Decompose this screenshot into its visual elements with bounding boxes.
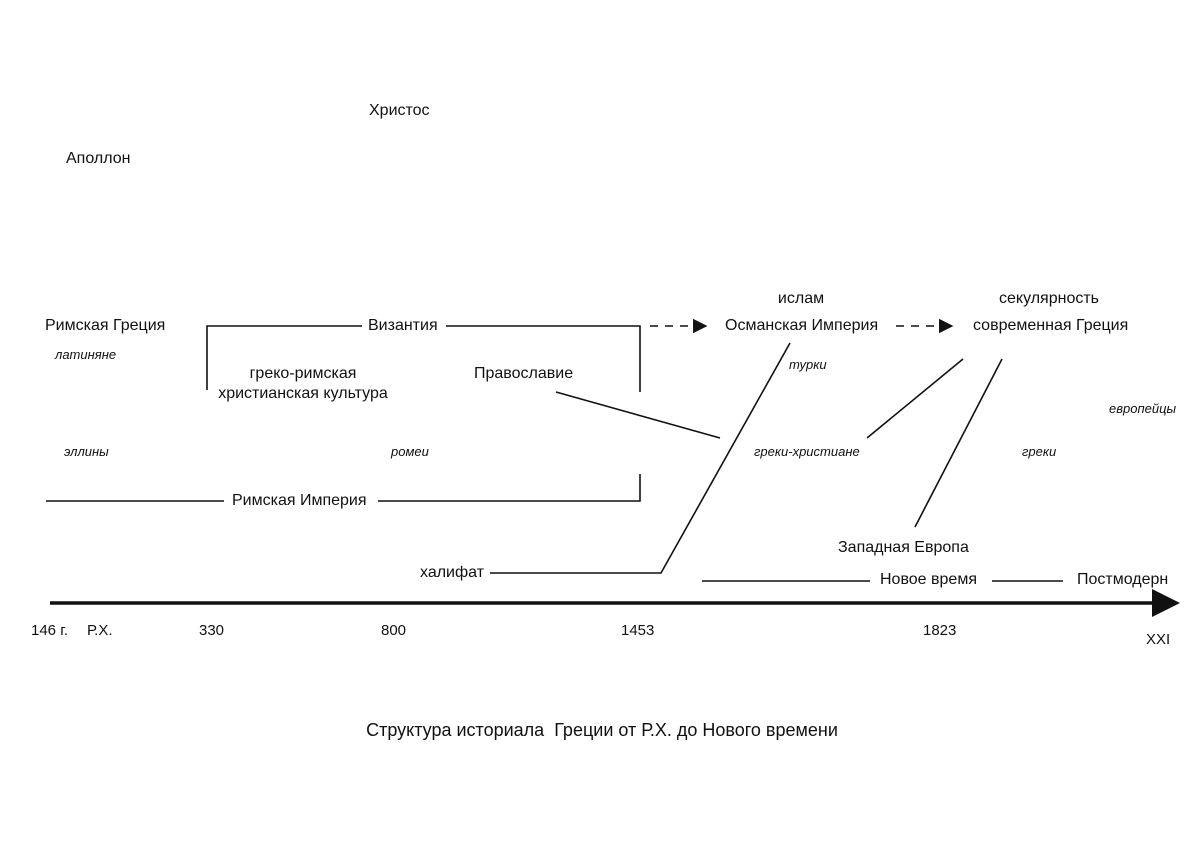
roman-empire-bracket-right (378, 474, 640, 501)
greek-christians-link (867, 359, 963, 438)
diagram-caption: Структура историала Греции от Р.Х. до Нового времени (366, 720, 838, 740)
byzantium-bracket-right (446, 326, 640, 392)
label-europeans: европейцы (1109, 401, 1177, 416)
label-apollo: Аполлон (66, 150, 131, 167)
label-postmodern: Постмодерн (1077, 571, 1169, 588)
label-roman-empire: Римская Империя (232, 492, 367, 509)
label-turks: турки (789, 357, 827, 372)
tick-330: 330 (199, 622, 225, 639)
label-greeks: греки (1022, 444, 1057, 459)
label-greco-roman-line-1: греко-римская (249, 365, 357, 382)
label-byzantium: Византия (368, 317, 438, 334)
label-modern-greece: современная Греция (973, 317, 1129, 334)
tick-1453: 1453 (621, 622, 655, 639)
label-christ: Христос (369, 102, 430, 119)
label-latins: латиняне (55, 347, 117, 362)
tick-146: 146 г. (31, 622, 69, 639)
label-greco-roman-line-2: христианская культура (218, 385, 388, 402)
label-orthodoxy: Православие (474, 365, 574, 382)
tick-800: 800 (381, 622, 407, 639)
label-greco-roman-culture (203, 364, 403, 404)
western-europe-link (915, 359, 1002, 527)
label-romaioi: ромеи (391, 444, 429, 459)
label-greek-christians: греки-христиане (754, 444, 860, 459)
timeline-arrowhead (1152, 589, 1180, 617)
label-hellenes: эллины (64, 444, 109, 459)
label-secularity: секулярность (998, 290, 1100, 307)
orthodoxy-link (556, 392, 720, 438)
label-roman-greece: Римская Греция (45, 317, 166, 334)
label-modern-era: Новое время (880, 571, 977, 588)
tick-1823: 1823 (923, 622, 957, 639)
label-caliphate: халифат (420, 564, 485, 581)
tick-rx: Р.Х. (87, 622, 113, 639)
label-islam: ислам (777, 290, 825, 307)
tick-xxi: XXI (1146, 631, 1171, 648)
label-ottoman-empire: Османская Империя (725, 317, 879, 334)
label-western-europe: Западная Европа (838, 539, 969, 556)
